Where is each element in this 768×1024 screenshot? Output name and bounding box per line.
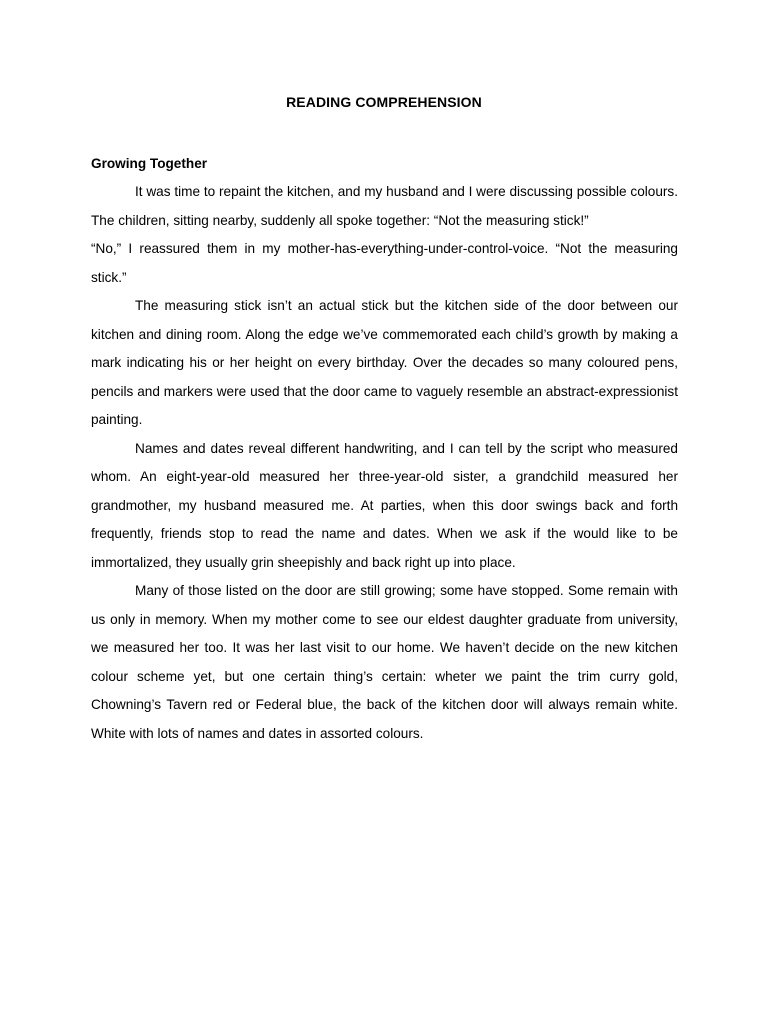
document-title: READING COMPREHENSION — [286, 94, 482, 110]
paragraph-2: “No,” I reassured them in my mother-has-everything-under-control-voice. “Not the measuring stick.” — [91, 241, 678, 285]
paragraph-5: Many of those listed on the door are still growing; some have stopped. Some remain with us only in memory. When my mother come to see our eldest daughter graduate from university, we measured her too. It was her last visit to our home. We haven’t decide on the new kitchen colour scheme yet, but one certain thing’s certain: wheter we paint the trim curry gold, Chowning’s Tavern red or Federal blue, the back of the kitchen door will always remain white. White with lots of names and dates in assorted colours. — [91, 583, 678, 741]
story-title: Growing Together — [91, 156, 208, 171]
paragraph-3: The measuring stick isn’t an actual stick but the kitchen side of the door between our kitchen and dining room. Along the edge we’ve commemorated each child’s growth by making a mark indicating his or her height on every birthday. Over the decades so many coloured pens, pencils and markers were used that the door came to vaguely resemble an abstract-expressionist painting. — [91, 298, 678, 427]
document-body — [91, 153, 678, 748]
paragraph-4: Names and dates reveal different handwriting, and I can tell by the script who measured whom. An eight-year-old measured her three-year-old sister, a grandchild measured her grandmother, my husband measured me. At parties, when this door swings back and forth frequently, friends stop to read the name and dates. When we ask if the would like to be immortalized, they usually grin sheepishly and back right up into place. — [91, 440, 678, 570]
paragraph-1: It was time to repaint the kitchen, and my husband and I were discussing possible colours. The children, sitting nearby, suddenly all spoke together: “Not the measuring stick!” — [91, 184, 678, 228]
